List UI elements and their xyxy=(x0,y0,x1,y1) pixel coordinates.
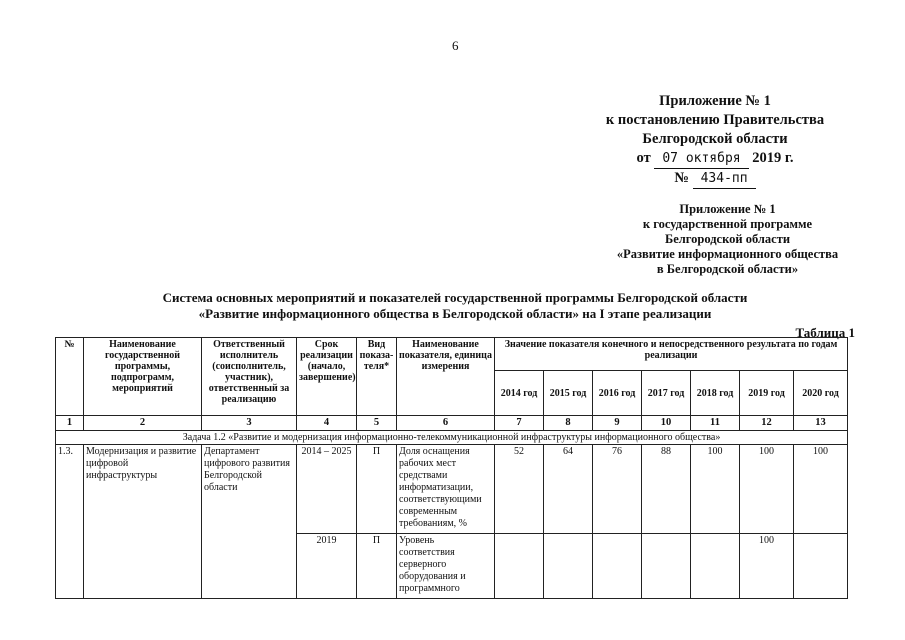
header-year: 2015 год xyxy=(544,371,593,416)
header-year: 2019 год xyxy=(740,371,794,416)
header-indicator-type: Вид показа-теля* xyxy=(357,338,397,416)
header-row xyxy=(56,338,848,371)
column-number: 10 xyxy=(642,416,691,431)
appendix-program-line2: к государственной программе xyxy=(642,217,813,231)
row-indicator-type: П xyxy=(357,534,397,599)
header-year: 2014 год xyxy=(495,371,544,416)
row-number: 1.3. xyxy=(56,445,84,599)
column-number: 5 xyxy=(357,416,397,431)
date-suffix: 2019 г. xyxy=(752,150,794,166)
row-value: 100 xyxy=(794,445,848,534)
row-name: Модернизация и развитие цифровой инфраструктуры xyxy=(84,445,202,599)
column-number: 12 xyxy=(740,416,794,431)
column-numbers-row xyxy=(56,416,848,431)
appendix-program-title: Приложение № 1 xyxy=(679,202,776,216)
number-value: 434-пп xyxy=(693,169,756,189)
row-indicator-name: Доля оснащения рабочих мест средствами информатизации, соответствующими современным требованиям, % xyxy=(397,445,495,534)
document-title-line1: Система основных мероприятий и показателей государственной программы Белгородской области xyxy=(162,290,748,305)
row-value: 100 xyxy=(740,445,794,534)
appendix-decree-number xyxy=(560,169,870,189)
appendix-decree-line2: к постановлению Правительства xyxy=(605,112,825,128)
column-number: 3 xyxy=(202,416,297,431)
row-executor: Департамент цифрового развития Белгородской области xyxy=(202,445,297,599)
number-prefix: № xyxy=(674,170,689,186)
appendix-decree-line3: Белгородской области xyxy=(642,131,788,147)
column-number: 1 xyxy=(56,416,84,431)
row-value xyxy=(495,534,544,599)
document-title-line2: «Развитие информационного общества в Белгородской области» на I этапе реализации xyxy=(198,306,712,321)
table-label: Таблица 1 xyxy=(795,325,855,340)
row-period: 2019 xyxy=(297,534,357,599)
row-value xyxy=(642,534,691,599)
header-year: 2018 год xyxy=(691,371,740,416)
column-number: 4 xyxy=(297,416,357,431)
header-year: 2020 год xyxy=(794,371,848,416)
row-value: 100 xyxy=(740,534,794,599)
column-number: 8 xyxy=(544,416,593,431)
header-year: 2016 год xyxy=(593,371,642,416)
column-number: 11 xyxy=(691,416,740,431)
row-indicator-type: П xyxy=(357,445,397,534)
header-values-group: Значение показателя конечного и непосредственного результата по годам реализации xyxy=(495,338,848,371)
date-value: 07 октября xyxy=(654,149,748,169)
header-year: 2017 год xyxy=(642,371,691,416)
appendix-program-line4: «Развитие информационного общества xyxy=(616,247,839,261)
row-value: 76 xyxy=(593,445,642,534)
date-prefix: от xyxy=(636,150,651,166)
indicators-table xyxy=(55,337,848,599)
appendix-decree-title: Приложение № 1 xyxy=(659,93,771,109)
row-value xyxy=(544,534,593,599)
appendix-program-line5: в Белгородской области» xyxy=(656,262,799,276)
column-number: 9 xyxy=(593,416,642,431)
appendix-decree-date xyxy=(560,149,870,169)
header-no: № xyxy=(56,338,84,416)
header-executor: Ответственный исполнитель (соисполнитель, участник), ответственный за реализацию xyxy=(202,338,297,416)
task-title: Задача 1.2 «Развитие и модернизация информационно-телекоммуникационной инфраструктуры информационного общества» xyxy=(56,431,848,445)
column-number: 13 xyxy=(794,416,848,431)
row-value: 52 xyxy=(495,445,544,534)
header-indicator-name: Наименование показателя, единица измерения xyxy=(397,338,495,416)
row-value xyxy=(691,534,740,599)
appendix-program-block xyxy=(590,202,865,277)
column-number: 7 xyxy=(495,416,544,431)
appendix-decree-block xyxy=(560,92,870,189)
task-row xyxy=(56,431,848,445)
row-value xyxy=(593,534,642,599)
document-title xyxy=(110,290,800,322)
row-value: 88 xyxy=(642,445,691,534)
row-value xyxy=(794,534,848,599)
row-value: 64 xyxy=(544,445,593,534)
header-name: Наименование государственной программы, подпрограмм, мероприятий xyxy=(84,338,202,416)
row-indicator-name: Уровень соответствия серверного оборудования и программного xyxy=(397,534,495,599)
table-row xyxy=(56,445,848,534)
column-number: 6 xyxy=(397,416,495,431)
row-value: 100 xyxy=(691,445,740,534)
page-number: 6 xyxy=(452,38,459,53)
column-number: 2 xyxy=(84,416,202,431)
row-period: 2014 – 2025 xyxy=(297,445,357,534)
header-period: Срок реализации (начало, завершение) xyxy=(297,338,357,416)
appendix-program-line3: Белгородской области xyxy=(664,232,791,246)
